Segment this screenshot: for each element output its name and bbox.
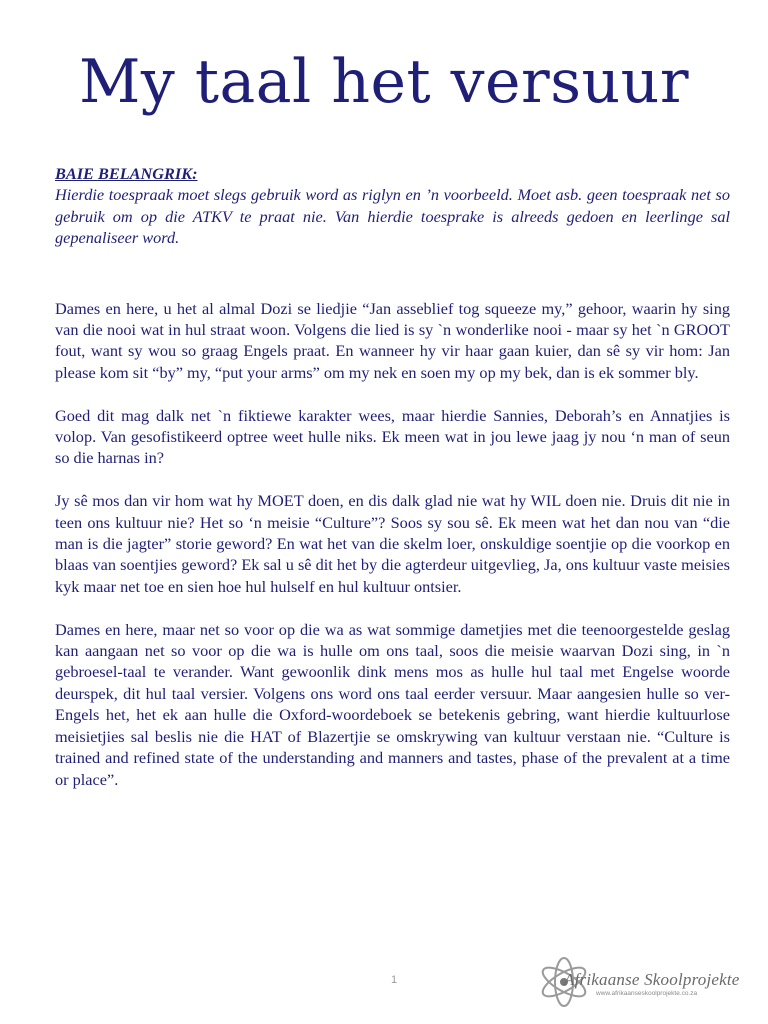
logo-text: Afrikaanse Skoolprojekte (564, 970, 740, 989)
page-number: 1 (390, 974, 398, 986)
paragraph-2: Goed dit mag dalk net `n fiktiewe karakter wees, maar hierdie Sannies, Deborah’s en Annatjies is volop. Van gesofistikeerd optree weet hulle niks. Ek meen wat in jou lewe jaag jy nou ‘n man of seun so die harnas in? (55, 405, 730, 468)
important-notice (55, 163, 730, 249)
paragraph-3: Jy sê mos dan vir hom wat hy MOET doen, en dis dalk glad nie wat hy WIL doen nie. Druis dit nie in teen ons kultuur nie? Het so ‘n meisie “Culture”? Soos sy sou sê. Ek meen wat het dan nou van “die man is die jagter” storie geword? En wat het van die skelm loer, onskuldige soentjie op die voorkop en blaas van soentjies geword? Ek sal u sê dit het by die agterdeur uitgevlieg, Ja, ons kultuur vaste meisies kyk maar net toe en sien hoe hul hulself en hul kultuur ontsier. (55, 491, 730, 596)
notice-heading: BAIE BELANGRIK: (55, 164, 198, 183)
paragraph-1: Dames en here, u het al almal Dozi se liedjie “Jan asseblief tog squeeze my,” gehoor, waarin hy sing van die nooi wat in hul straat woon. Volgens die lied is sy `n wonderlike nooi - maar sy het `n GROOT fout, want sy wou so graag Engels praat. En wanneer hy vir haar gaan kuier, dan sê sy vir hom: Jan please kom sit “by” my, “put your arms” om my nek en soen my op my bek, dan is ek sommer bly. (55, 298, 730, 382)
notice-text: Hierdie toespraak moet slegs gebruik word as riglyn en ’n voorbeeld. Moet asb. geen toespraak net so gebruik om op die ATKV te praat nie. Van hierdie toesprake is alreeds gedoen en leerlinge sal gepenaliseer word. (55, 185, 730, 248)
logo-url: www.afrikaanseskoolprojekte.co.za (596, 990, 698, 997)
paragraph-4: Dames en here, maar net so voor op die wa as wat sommige dametjies met die teenoorgestelde geslag kan aangaan net so voor op die wa is hulle om ons taal, soos die meisie waarvan Dozi sing, in `n gebroesel-taal te verander. Want gewoonlik dink mens mos as hulle hul taal met Engelse woorde deurspek, dit hul taal versier. Volgens ons word ons taal eerder versuur. Maar aangesien hulle so ver-Engels het, het ek aan hulle die Oxford-woordeboek se betekenis gebring, want hierdie kultuurlose meisietjies sal beslis nie die HAT of Blazertjie se omskrywing van kultuur verstaan nie. “Culture is trained and refined state of the understanding and manners and tastes, phase of the prevalent at a time or place”. (55, 619, 730, 789)
document-title: My taal het versuur (79, 47, 689, 117)
afrikaanse-skoolprojekte-logo (536, 952, 751, 1012)
document-body (55, 163, 730, 811)
